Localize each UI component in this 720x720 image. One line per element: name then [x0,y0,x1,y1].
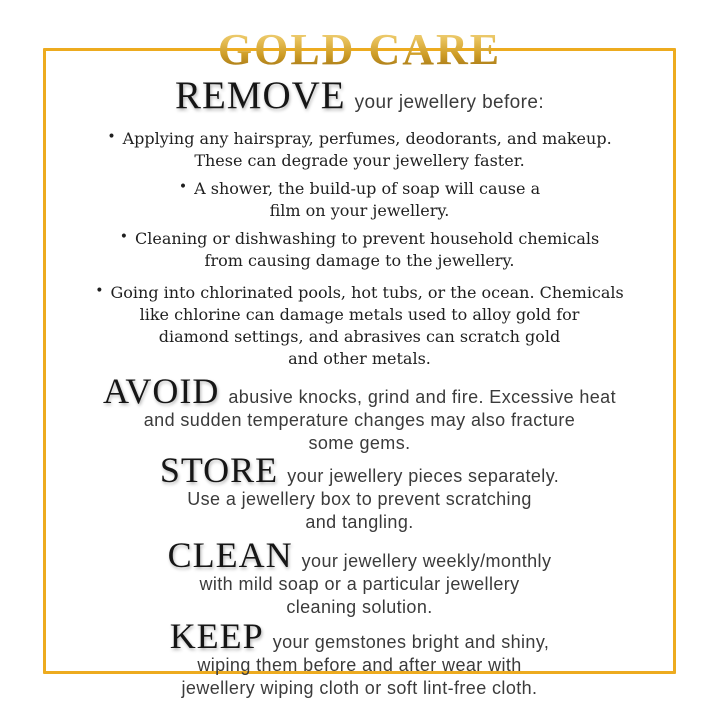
bullet-text: Applying any hairspray, perfumes, deodorants, and makeup. [122,129,612,148]
section-avoid [46,371,673,455]
bullet-dot: • [95,283,104,299]
remove-bullet-list [46,126,673,370]
section-heading-line [46,371,673,411]
bullet-line [46,226,673,250]
bullet-dot: • [107,129,116,145]
bullet-dot: • [178,179,188,195]
section-text: your gemstones bright and shiny, [272,632,550,652]
remove-heading: REMOVE [174,74,346,117]
section-line: wiping them before and after wear with [197,655,522,675]
page-title: GOLD CARE [198,22,521,78]
remove-heading-line [46,74,673,118]
section-text: abusive knocks, grind and fire. Excessive heat [228,387,616,407]
card-content [46,51,673,698]
care-bullet [46,280,673,370]
section-store [46,450,673,534]
bullet-text: A shower, the build-up of soap will cause a [194,179,541,198]
section-line: some gems. [308,433,411,453]
bullet-text: Going into chlorinated pools, hot tubs, or the ocean. Chemicals [110,283,624,302]
bullet-line [46,176,673,200]
bullet-line [46,280,673,304]
avoid-heading: AVOID [103,371,220,411]
section-line: Use a jewellery box to prevent scratching [187,489,532,509]
section-heading-line [46,450,673,490]
clean-heading: CLEAN [167,535,293,575]
bullet-line: diamond settings, and abrasives can scratch gold [158,327,561,346]
bullet-line: like chlorine can damage metals used to alloy gold for [139,305,580,324]
section-keep [46,616,673,700]
bullet-text: Cleaning or dishwashing to prevent household chemicals [135,229,600,248]
bullet-line [46,126,673,150]
section-heading-line [46,616,673,656]
section-line: and sudden temperature changes may also fracture [143,410,576,430]
bullet-line: from causing damage to the jewellery. [204,251,515,270]
section-remove [46,74,673,370]
bullet-line: film on your jewellery. [269,201,450,220]
section-text: your jewellery pieces separately. [287,466,560,486]
section-line: with mild soap or a particular jewellery [199,574,520,594]
care-bullet [46,126,673,172]
section-heading-line [46,535,673,575]
section-clean [46,535,673,619]
store-heading: STORE [159,450,279,490]
care-bullet [46,226,673,272]
bullet-line: and other metals. [288,349,431,368]
section-line: cleaning solution. [286,597,433,617]
remove-lead: your jewellery before: [354,92,545,113]
care-bullet [46,176,673,222]
bullet-dot: • [119,229,129,245]
section-line: and tangling. [305,512,414,532]
keep-heading: KEEP [169,616,264,656]
section-line: jewellery wiping cloth or soft lint-free cloth. [181,678,538,698]
gold-border-frame [43,25,676,698]
section-text: your jewellery weekly/monthly [301,551,552,571]
bullet-line: These can degrade your jewellery faster. [194,151,525,170]
